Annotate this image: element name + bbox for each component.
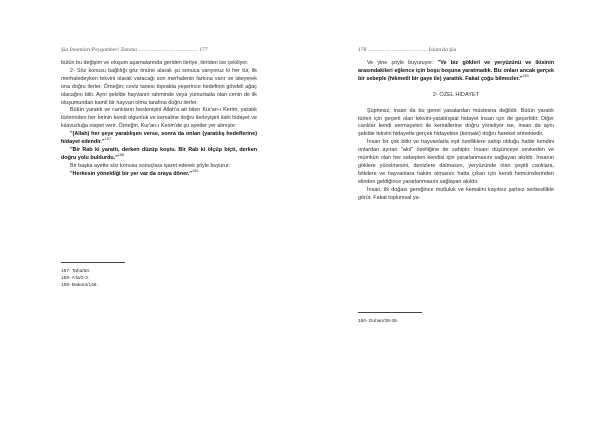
left-paragraph [61,131,257,147]
footnote: 159- Bakara/148. [61,283,98,289]
right-intro-ref: 160 [522,74,529,79]
left-paragraph [61,60,257,68]
paragraph-text: bütün bu değişim ve oluşum aşamalarında geriden ileriye, ileriden ise çekiliyor. [61,60,249,66]
verse-quote: "(Allah) her şeye yaratılışını verse, sonra da onları (yaratılış hedeflerine) hidayet edendir." [61,131,257,146]
left-paragraph [61,107,257,131]
left-footnotes [61,268,257,290]
right-footnotes [358,318,554,325]
left-header-title: Şia İmamları/Peygamberi Tanıma [61,47,137,53]
footnote-ref: 157 [104,137,111,142]
right-paragraphs [358,108,554,203]
left-footnote-rule [61,262,125,263]
footnote: 158- A'la/2-3. [61,276,90,282]
left-running-header [61,47,208,53]
left-paragraph [61,163,257,171]
left-body-text [61,60,257,179]
right-body-text [358,60,554,203]
left-paragraph [61,147,257,163]
right-paragraph: İnsan, ilk doğası gereğince mutluluk ve kemalini kayıtsız şartsız serbestlikte görür. Fakat toplumsal ya- [358,186,554,201]
right-header-title: İslam'da Şia [428,47,457,53]
left-paragraph [61,168,257,179]
left-paragraph [61,68,257,108]
right-page-number: 178 [358,47,367,53]
footnote-ref: 159 [191,168,199,173]
footnote: 157- Taha/50. [61,269,91,274]
paragraph-text: Bütün yaratık ve canlıların beslenişini Allah'a ait bilen Kur'an-ı Kerim, yaratık türlerinden her birinin kendi olgunluk ve kemaline doğru ilerleyişini ilahi hidayet ve kılavuzluğa nispet verir. Örneğin, Kur'an-ı Kerim'de şu ayetler yer almıştır: [61,107,257,130]
left-header-dots: ................................... [138,47,198,53]
verse-quote: "Bir Rab ki yarattı, derken düzüp koştu. Bir Rab ki ölçüp biçti, derken doğru yolu buldurdu." [61,146,257,161]
footnote: 160- Duhan/38-39. [358,319,399,324]
right-intro-quote: "Ve biz gökleri ve yeryüzünü ve ikisinin arasındakileri eğlence için boşu boşuna yaratmadık. Biz onları ancak gerçek bir sebeple (hikmetli bir gaye ile) yarattık. Fakat çoğu bilmezler." [358,60,554,82]
right-paragraph: Şüphesiz, insan da bu genel yasalardan müstesna değildir. Bütün yaratık türleri için geçerli olan tekvini-yaratılışsal hidayet insan için de geçerlidir. Diğer canlılar kendi sermayeleri ile kemallerine doğru yöneliyor ise, insan da aynı şekilde tekvini hidayetle gerçek hidayetine (kemale) doğru hareket etmektedir. [358,107,554,138]
right-intro-lead: Ve yine şöyle buyuruyor: [367,60,438,66]
right-footnote-rule [358,312,422,313]
paragraph-text: 2- Söz konusu bağlılığı göz önüne alarak şu sonuca varıyoruz ki her tür, ilk merhaledeyken tekvini olarak varacağı son merhalenin farkına varır ve isteyerek ona doğru ilerler. Örneğin; ceviz tanesi toprakta yeşerince hedefinin gövdeli ağaç olacağını bilir. Aynı şekilde hayvanın rahminde veya yumurtada olan cenin de ilk oluşumundan kamil bir hayvan olma tarafına doğru ilerler. [61,67,257,106]
right-intro-paragraph [358,60,554,84]
right-header-dots: ................................... [367,47,428,53]
footnote-ref: 158 [117,153,125,158]
right-paragraph: İnsan bir çok bitki ve hayvanlarla eşit özelliklere sahip olduğu halde kendini onlardan ayıran "akıl" özelliğine de sahiptir. İnsanı düşünceye sevkeden ve mümkün olan her sebepten kendisi için yararlanmasını sağlayan akıldır. İnsanın göklere yücelmesini, denizlere dalmasını, yeryüzünde olan çeşitli canlılara, bitkilere ve hayvanlara hakim olmasını hatta çıkarı için kendi hemcinslerinden elinden geldiğince yararlanmasını sağlayan akıldır. [358,139,554,185]
left-page-number: 177 [199,47,208,53]
paragraph-text: Bir başka ayette söz konusu sonuçlara işaret ederek şöyle buyurur: [70,162,231,169]
right-running-header [358,47,456,53]
verse-quote: "Herkesin yöneldiği bir yer var da oraya döner." [70,170,192,177]
section-title: 2- ÖZEL HİDAYET [432,91,480,98]
right-page [300,0,600,424]
